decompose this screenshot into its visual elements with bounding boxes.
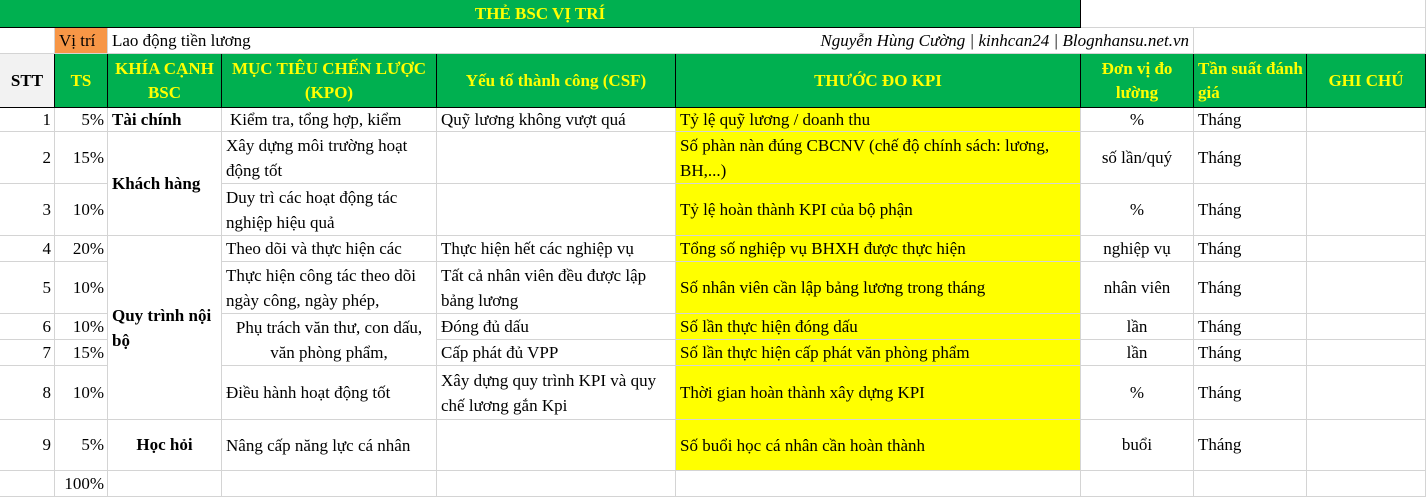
note-cell[interactable] bbox=[1307, 132, 1426, 184]
empty-cell[interactable] bbox=[437, 471, 676, 497]
note-cell[interactable] bbox=[1307, 184, 1426, 236]
position-label[interactable]: Vị trí bbox=[55, 28, 108, 54]
stt-cell[interactable]: 5 bbox=[0, 262, 55, 314]
ts-cell[interactable]: 10% bbox=[55, 262, 108, 314]
kpo-cell[interactable]: Điều hành hoạt động tốt bbox=[222, 366, 437, 420]
note-cell[interactable] bbox=[1307, 340, 1426, 366]
header-aspect[interactable]: KHÍA CẠNH BSC bbox=[108, 54, 222, 108]
kpo-cell[interactable]: Thực hiện công tác theo dõi ngày công, ngày phép, bbox=[222, 262, 437, 314]
unit-cell[interactable]: nghiệp vụ bbox=[1081, 236, 1194, 262]
note-cell[interactable] bbox=[1307, 420, 1426, 471]
sheet-title[interactable]: THẺ BSC VỊ TRÍ bbox=[0, 0, 1081, 28]
stt-cell[interactable]: 9 bbox=[0, 420, 55, 471]
position-value[interactable]: Lao động tiền lương bbox=[108, 28, 750, 54]
csf-cell[interactable]: Tất cả nhân viên đều được lập bảng lương bbox=[437, 262, 676, 314]
empty-cell[interactable] bbox=[1307, 471, 1426, 497]
ts-cell[interactable]: 5% bbox=[55, 420, 108, 471]
kpo-cell[interactable]: Duy trì các hoạt động tác nghiệp hiệu quả bbox=[222, 184, 437, 236]
note-cell[interactable] bbox=[1307, 108, 1426, 132]
note-cell[interactable] bbox=[1307, 366, 1426, 420]
unit-cell[interactable]: nhân viên bbox=[1081, 262, 1194, 314]
frequency-cell[interactable]: Tháng bbox=[1194, 236, 1307, 262]
stt-cell[interactable]: 7 bbox=[0, 340, 55, 366]
frequency-cell[interactable]: Tháng bbox=[1194, 314, 1307, 340]
ts-cell[interactable]: 10% bbox=[55, 366, 108, 420]
kpi-cell[interactable]: Số nhân viên cần lập bảng lương trong tháng bbox=[676, 262, 1081, 314]
csf-cell-empty[interactable] bbox=[437, 184, 676, 236]
kpi-cell[interactable]: Số phàn nàn đúng CBCNV (chế độ chính sách: lương, BH,...) bbox=[676, 132, 1081, 184]
empty-cell[interactable] bbox=[0, 471, 55, 497]
note-cell[interactable] bbox=[1307, 314, 1426, 340]
ts-cell[interactable]: 15% bbox=[55, 132, 108, 184]
frequency-cell[interactable]: Tháng bbox=[1194, 420, 1307, 471]
csf-cell[interactable]: Cấp phát đủ VPP bbox=[437, 340, 676, 366]
unit-cell[interactable]: % bbox=[1081, 108, 1194, 132]
author-credit[interactable]: Nguyễn Hùng Cường | kinhcan24 | Blognhansu.net.vn bbox=[750, 28, 1194, 54]
stt-cell[interactable]: 8 bbox=[0, 366, 55, 420]
empty-cell[interactable] bbox=[0, 28, 55, 54]
unit-cell[interactable]: % bbox=[1081, 184, 1194, 236]
aspect-learning[interactable]: Học hỏi bbox=[108, 420, 222, 471]
frequency-cell[interactable]: Tháng bbox=[1194, 184, 1307, 236]
header-note[interactable]: GHI CHÚ bbox=[1307, 54, 1426, 108]
kpi-cell[interactable]: Số lần thực hiện cấp phát văn phòng phẩm bbox=[676, 340, 1081, 366]
frequency-cell[interactable]: Tháng bbox=[1194, 108, 1307, 132]
csf-cell[interactable]: Quỹ lương không vượt quá bbox=[437, 108, 676, 132]
ts-cell[interactable]: 10% bbox=[55, 314, 108, 340]
header-kpi[interactable]: THƯỚC ĐO KPI bbox=[676, 54, 1081, 108]
unit-cell[interactable]: % bbox=[1081, 366, 1194, 420]
unit-cell[interactable]: số lần/quý bbox=[1081, 132, 1194, 184]
header-kpo[interactable]: MỤC TIÊU CHẾN LƯỢC (KPO) bbox=[222, 54, 437, 108]
kpi-cell[interactable]: Tỷ lệ hoàn thành KPI của bộ phận bbox=[676, 184, 1081, 236]
csf-cell[interactable]: Thực hiện hết các nghiệp vụ bbox=[437, 236, 676, 262]
kpo-cell[interactable]: Xây dựng môi trường hoạt động tốt bbox=[222, 132, 437, 184]
kpi-cell[interactable]: Tổng số nghiệp vụ BHXH được thực hiện bbox=[676, 236, 1081, 262]
total-ts[interactable]: 100% bbox=[55, 471, 108, 497]
csf-cell-empty[interactable] bbox=[437, 420, 676, 471]
note-cell[interactable] bbox=[1307, 262, 1426, 314]
empty-cell[interactable] bbox=[222, 471, 437, 497]
note-cell[interactable] bbox=[1307, 236, 1426, 262]
kpi-cell[interactable]: Thời gian hoàn thành xây dựng KPI bbox=[676, 366, 1081, 420]
stt-cell[interactable]: 2 bbox=[0, 132, 55, 184]
ts-cell[interactable]: 20% bbox=[55, 236, 108, 262]
ts-cell[interactable]: 15% bbox=[55, 340, 108, 366]
kpo-cell[interactable]: Nâng cấp năng lực cá nhân bbox=[222, 420, 437, 471]
empty-cell[interactable] bbox=[1194, 28, 1426, 54]
stt-cell[interactable]: 4 bbox=[0, 236, 55, 262]
frequency-cell[interactable]: Tháng bbox=[1194, 132, 1307, 184]
stt-cell[interactable]: 3 bbox=[0, 184, 55, 236]
empty-cell[interactable] bbox=[108, 471, 222, 497]
aspect-customer[interactable]: Khách hàng bbox=[108, 132, 222, 236]
csf-cell[interactable]: Đóng đủ dấu bbox=[437, 314, 676, 340]
frequency-cell[interactable]: Tháng bbox=[1194, 340, 1307, 366]
frequency-cell[interactable]: Tháng bbox=[1194, 366, 1307, 420]
stt-cell[interactable]: 1 bbox=[0, 108, 55, 132]
header-frequency[interactable]: Tần suất đánh giá bbox=[1194, 54, 1307, 108]
aspect-internal-process[interactable]: Quy trình nội bộ bbox=[108, 236, 222, 420]
csf-cell-empty[interactable] bbox=[437, 132, 676, 184]
header-ts[interactable]: TS bbox=[55, 54, 108, 108]
unit-cell[interactable]: lần bbox=[1081, 314, 1194, 340]
empty-cell[interactable] bbox=[676, 471, 1081, 497]
empty-cell[interactable] bbox=[1081, 0, 1426, 28]
kpi-cell[interactable]: Số buổi học cá nhân cần hoàn thành bbox=[676, 420, 1081, 471]
empty-cell[interactable] bbox=[1194, 471, 1307, 497]
unit-cell[interactable]: buổi bbox=[1081, 420, 1194, 471]
aspect-finance[interactable]: Tài chính bbox=[108, 108, 222, 132]
header-unit[interactable]: Đơn vị đo lường bbox=[1081, 54, 1194, 108]
ts-cell[interactable]: 10% bbox=[55, 184, 108, 236]
unit-cell[interactable]: lần bbox=[1081, 340, 1194, 366]
frequency-cell[interactable]: Tháng bbox=[1194, 262, 1307, 314]
stt-cell[interactable]: 6 bbox=[0, 314, 55, 340]
empty-cell[interactable] bbox=[1081, 471, 1194, 497]
kpi-cell[interactable]: Tỷ lệ quỹ lương / doanh thu bbox=[676, 108, 1081, 132]
ts-cell[interactable]: 5% bbox=[55, 108, 108, 132]
header-csf[interactable]: Yếu tố thành công (CSF) bbox=[437, 54, 676, 108]
kpi-cell[interactable]: Số lần thực hiện đóng dấu bbox=[676, 314, 1081, 340]
kpo-cell[interactable]: Kiểm tra, tổng hợp, kiểm bbox=[222, 108, 437, 132]
header-stt[interactable]: STT bbox=[0, 54, 55, 108]
csf-cell[interactable]: Xây dựng quy trình KPI và quy chế lương gắn Kpi bbox=[437, 366, 676, 420]
kpo-cell[interactable]: Theo dõi và thực hiện các bbox=[222, 236, 437, 262]
kpo-cell[interactable]: Phụ trách văn thư, con dấu, văn phòng phẩm, bbox=[222, 314, 437, 366]
